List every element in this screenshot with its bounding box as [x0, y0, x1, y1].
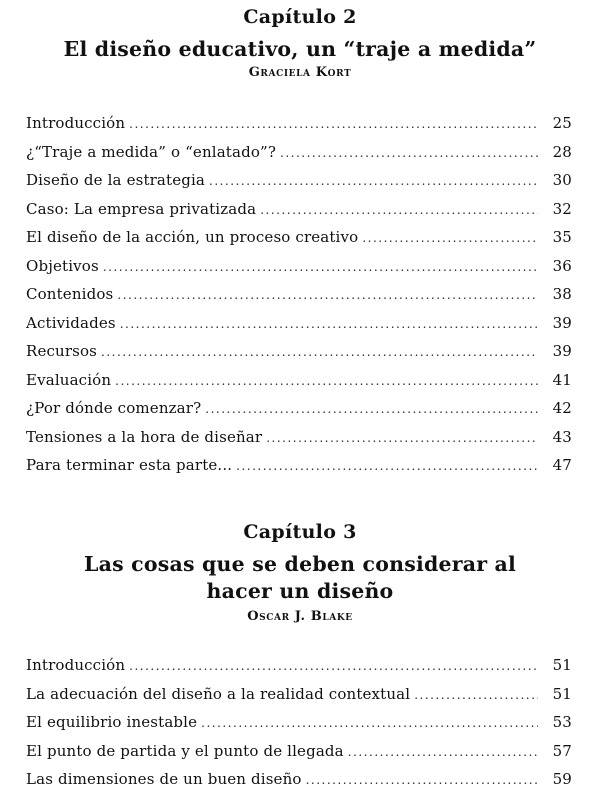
- toc-entry: [26, 399, 572, 428]
- dot-leader: [414, 688, 538, 702]
- dot-leader: [101, 345, 538, 359]
- toc-entry-title: Objetivos: [26, 256, 99, 275]
- toc-entry-title: Introducción: [26, 656, 126, 674]
- toc-entry: [26, 456, 572, 485]
- dot-leader: [120, 317, 538, 331]
- dot-leader: [280, 146, 538, 160]
- toc-entry-title: ¿“Traje a medida” o “enlatado”?: [26, 142, 277, 161]
- toc-entry-page: 57: [552, 741, 572, 760]
- dot-leader: [129, 659, 538, 673]
- dot-leader: [348, 745, 538, 759]
- chapter-label: Capítulo 3: [243, 521, 357, 543]
- toc-entry: [26, 228, 572, 257]
- toc-entry-title: Caso: La empresa privatizada: [26, 199, 257, 218]
- chapter-title: El diseño educativo, un “traje a medida”: [63, 37, 537, 61]
- toc-entry-title: Introducción: [26, 114, 126, 132]
- toc-entry-page: 39: [552, 313, 572, 332]
- chapter-title-line-1: Las cosas que se deben considerar al: [83, 552, 517, 576]
- toc-entry-page: 59: [552, 770, 572, 788]
- toc-entry: [26, 656, 572, 685]
- toc-entry-page: 42: [552, 399, 572, 417]
- toc-entry-title: Para terminar esta parte...: [26, 456, 233, 474]
- toc-entry-page: 36: [552, 256, 572, 275]
- toc-entry-title: Diseño de la estrategia: [26, 171, 206, 189]
- dot-leader: [236, 459, 538, 473]
- toc-entry-page: 32: [552, 199, 572, 218]
- toc-entry-title: Evaluación: [26, 370, 112, 389]
- toc-entry-title: El equilibrio inestable: [26, 713, 198, 731]
- toc-entry-page: 35: [552, 228, 572, 246]
- toc-entry-page: 38: [552, 285, 572, 303]
- toc-entry: [26, 770, 572, 799]
- toc-entry: [26, 713, 572, 742]
- chapter-2-toc: [26, 114, 572, 485]
- toc-entry-page: 41: [552, 370, 572, 389]
- toc-entry-page: 30: [552, 171, 572, 189]
- toc-entry-title: El punto de partida y el punto de llegada: [26, 741, 344, 760]
- toc-entry-title: Recursos: [26, 342, 98, 360]
- dot-leader: [260, 203, 538, 217]
- toc-entry-title: El diseño de la acción, un proceso creativo: [26, 228, 359, 246]
- toc-entry-page: 51: [552, 656, 572, 674]
- toc-entry: [26, 342, 572, 371]
- toc-entry-title: La adecuación del diseño a la realidad contextual: [26, 684, 411, 703]
- toc-entry: [26, 200, 572, 229]
- toc-entry-title: Contenidos: [26, 285, 114, 303]
- dot-leader: [205, 402, 538, 416]
- dot-leader: [115, 374, 538, 388]
- toc-entry: [26, 314, 572, 343]
- dot-leader: [117, 288, 538, 302]
- chapter-3-header: [0, 521, 600, 624]
- chapter-author: Oscar J. Blake: [247, 609, 353, 624]
- dot-leader: [103, 260, 538, 274]
- toc-entry: [26, 742, 572, 771]
- toc-entry: [26, 257, 572, 286]
- toc-entry-page: 53: [552, 713, 572, 731]
- toc-entry-page: 25: [552, 114, 572, 132]
- dot-leader: [306, 773, 538, 787]
- chapter-2-header: [0, 6, 600, 80]
- chapter-author: Graciela Kort: [248, 65, 352, 80]
- toc-entry: [26, 371, 572, 400]
- toc-entry-page: 39: [552, 342, 572, 360]
- toc-entry-title: Las dimensiones de un buen diseño: [26, 770, 302, 788]
- toc-entry-page: 43: [552, 427, 572, 446]
- toc-entry-page: 47: [552, 456, 572, 474]
- chapter-3-toc: [26, 656, 572, 799]
- chapter-title-line-2: hacer un diseño: [206, 579, 394, 603]
- toc-entry-title: Tensiones a la hora de diseñar: [26, 427, 263, 446]
- toc-entry: [26, 428, 572, 457]
- dot-leader: [201, 716, 538, 730]
- toc-entry-title: ¿Por dónde comenzar?: [26, 399, 202, 417]
- toc-entry: [26, 143, 572, 172]
- dot-leader: [209, 174, 538, 188]
- dot-leader: [129, 117, 538, 131]
- chapter-label: Capítulo 2: [243, 6, 357, 28]
- toc-entry: [26, 171, 572, 200]
- toc-entry: [26, 685, 572, 714]
- dot-leader: [266, 431, 538, 445]
- dot-leader: [362, 231, 538, 245]
- toc-entry-page: 28: [552, 142, 572, 161]
- toc-entry: [26, 114, 572, 143]
- toc-entry: [26, 285, 572, 314]
- toc-entry-title: Actividades: [26, 313, 116, 332]
- toc-entry-page: 51: [552, 684, 572, 703]
